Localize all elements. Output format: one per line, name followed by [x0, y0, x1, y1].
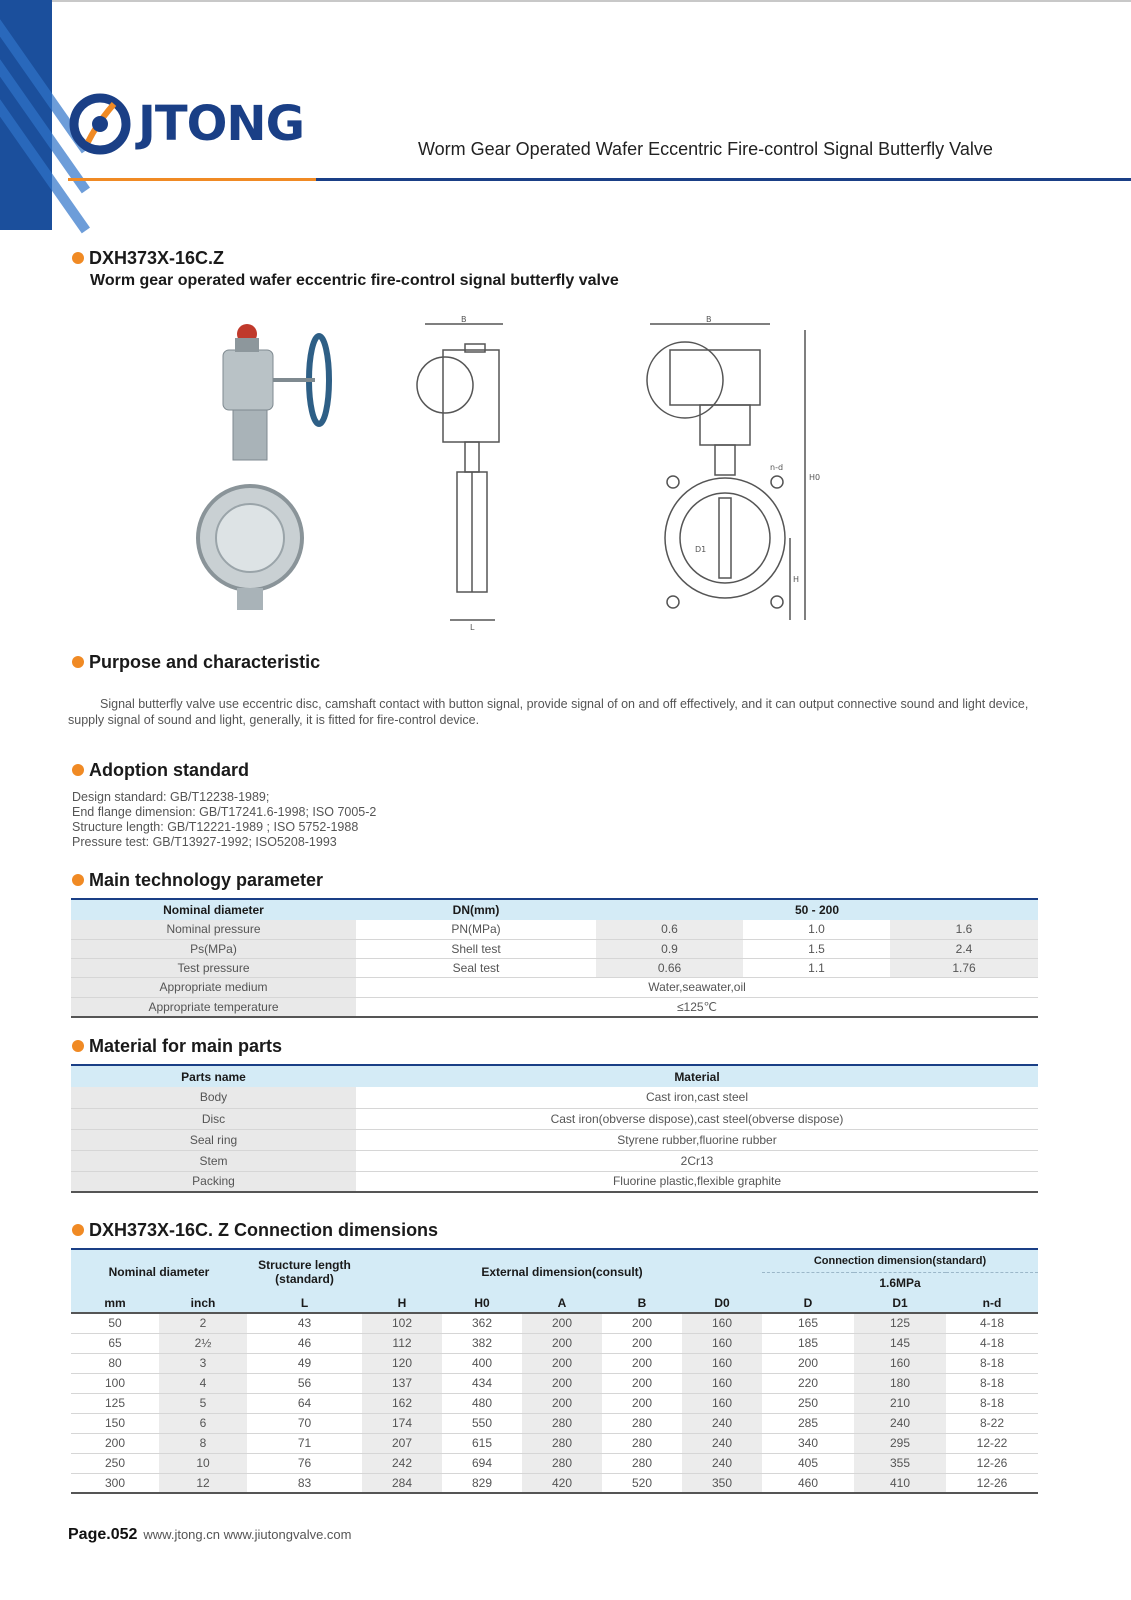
standard-line: Pressure test: GB/T13927-1992; ISO5208-1993 [72, 835, 337, 849]
table-cell: 210 [854, 1393, 946, 1413]
table-row [71, 1453, 1038, 1473]
table-row [71, 1353, 1038, 1373]
table-cell: 410 [854, 1473, 946, 1493]
brand-name: JTONG [138, 96, 304, 152]
table-row [71, 1413, 1038, 1433]
part-name-cell: Stem [71, 1150, 356, 1171]
part-name-cell: Body [71, 1087, 356, 1108]
table-cell: 207 [362, 1433, 442, 1453]
table-cell: 355 [854, 1453, 946, 1473]
bullet-icon [72, 874, 84, 886]
bullet-icon [72, 1040, 84, 1052]
table-row [71, 1129, 1038, 1150]
table-row [71, 1333, 1038, 1353]
dim-label-d1: D1 [695, 545, 707, 554]
table-cell: 71 [247, 1433, 362, 1453]
table-cell: 0.6 [596, 920, 743, 939]
params-table [71, 898, 1038, 1018]
table-cell: 2½ [159, 1333, 247, 1353]
table-cell: 56 [247, 1373, 362, 1393]
table-row [71, 1373, 1038, 1393]
table-cell: 102 [362, 1313, 442, 1333]
table-row [71, 1313, 1038, 1333]
table-cell: 280 [522, 1413, 602, 1433]
row-label: Ps(MPa) [71, 939, 356, 958]
table-cell: 12-26 [946, 1453, 1038, 1473]
table-cell: 829 [442, 1473, 522, 1493]
table-cell: 2.4 [890, 939, 1038, 958]
params-header-range: 50 - 200 [596, 899, 1038, 920]
table-cell: 285 [762, 1413, 854, 1433]
table-cell: 220 [762, 1373, 854, 1393]
table-cell: 1.76 [890, 958, 1038, 977]
column-header: mm [71, 1293, 159, 1313]
row-unit: PN(MPa) [356, 920, 596, 939]
materials-table [71, 1064, 1038, 1193]
column-header: inch [159, 1293, 247, 1313]
table-row [71, 920, 1038, 939]
material-cell: Cast iron,cast steel [356, 1087, 1038, 1108]
table-cell: 284 [362, 1473, 442, 1493]
valve-drawings [195, 315, 835, 640]
column-header: H0 [442, 1293, 522, 1313]
table-cell: 0.9 [596, 939, 743, 958]
table-cell: 70 [247, 1413, 362, 1433]
table-cell: 340 [762, 1433, 854, 1453]
column-header: D [762, 1293, 854, 1313]
table-cell: 145 [854, 1333, 946, 1353]
conn-header-nominal: Nominal diameter [71, 1249, 247, 1293]
table-cell: 83 [247, 1473, 362, 1493]
table-cell: 150 [71, 1413, 159, 1433]
conn-header-pressure: 1.6MPa [762, 1272, 1038, 1293]
table-cell: 4 [159, 1373, 247, 1393]
table-row [71, 1393, 1038, 1413]
table-row [71, 1150, 1038, 1171]
table-cell: 240 [854, 1413, 946, 1433]
table-cell: 3 [159, 1353, 247, 1373]
table-cell: 5 [159, 1393, 247, 1413]
column-header: D1 [854, 1293, 946, 1313]
table-cell: 295 [854, 1433, 946, 1453]
table-cell: 280 [522, 1433, 602, 1453]
table-cell: 280 [522, 1453, 602, 1473]
table-cell: 240 [682, 1413, 762, 1433]
table-cell: 200 [522, 1373, 602, 1393]
top-border [52, 0, 1131, 2]
row-label: Appropriate medium [71, 977, 356, 997]
table-cell: 1.0 [743, 920, 890, 939]
row-unit: Seal test [356, 958, 596, 977]
table-cell: 12 [159, 1473, 247, 1493]
column-header: A [522, 1293, 602, 1313]
brand-logo [68, 92, 304, 156]
side-view-drawing [417, 324, 503, 620]
document-title: Worm Gear Operated Wafer Eccentric Fire-control Signal Butterfly Valve [418, 139, 993, 159]
table-cell: 280 [602, 1453, 682, 1473]
table-cell: 64 [247, 1393, 362, 1413]
table-cell: 242 [362, 1453, 442, 1473]
material-cell: Cast iron(obverse dispose),cast steel(obverse dispose) [356, 1108, 1038, 1129]
bullet-icon [72, 252, 84, 264]
table-cell: 160 [682, 1393, 762, 1413]
table-cell: 46 [247, 1333, 362, 1353]
footer-urls: www.jtong.cn www.jiutongvalve.com [143, 1527, 352, 1542]
bullet-icon [72, 1224, 84, 1236]
dim-label-nd: n-d [770, 463, 784, 472]
table-cell: 8-22 [946, 1413, 1038, 1433]
materials-header-part: Parts name [71, 1065, 356, 1087]
part-name-cell: Packing [71, 1171, 356, 1192]
table-cell: 200 [602, 1313, 682, 1333]
table-cell: 200 [522, 1353, 602, 1373]
table-cell: 200 [522, 1393, 602, 1413]
standard-line: Structure length: GB/T12221-1989 ; ISO 5752-1988 [72, 820, 359, 834]
table-cell: 6 [159, 1413, 247, 1433]
table-cell: 8-18 [946, 1393, 1038, 1413]
bullet-icon [72, 656, 84, 668]
table-cell: 480 [442, 1393, 522, 1413]
table-row [71, 1171, 1038, 1192]
table-cell: 200 [522, 1333, 602, 1353]
row-unit: Shell test [356, 939, 596, 958]
dim-label-b-side: B [461, 315, 467, 324]
table-cell: 125 [854, 1313, 946, 1333]
table-cell: 160 [682, 1333, 762, 1353]
table-row [71, 1087, 1038, 1108]
table-cell: 280 [602, 1433, 682, 1453]
header-rule-orange [68, 178, 316, 181]
materials-header-material: Material [356, 1065, 1038, 1087]
adoption-heading: Adoption standard [72, 760, 249, 781]
table-cell: ≤125℃ [356, 997, 1038, 1017]
table-cell: 120 [362, 1353, 442, 1373]
table-cell: 8 [159, 1433, 247, 1453]
material-cell: 2Cr13 [356, 1150, 1038, 1171]
table-cell: 250 [71, 1453, 159, 1473]
part-name-cell: Seal ring [71, 1129, 356, 1150]
connection-table [71, 1248, 1038, 1494]
table-cell: 550 [442, 1413, 522, 1433]
corner-decoration [0, 0, 52, 230]
table-cell: 4-18 [946, 1333, 1038, 1353]
material-cell: Fluorine plastic,flexible graphite [356, 1171, 1038, 1192]
table-cell: 162 [362, 1393, 442, 1413]
table-cell: 8-18 [946, 1373, 1038, 1393]
table-cell: 43 [247, 1313, 362, 1333]
table-cell: 300 [71, 1473, 159, 1493]
table-cell: 76 [247, 1453, 362, 1473]
table-cell: 185 [762, 1333, 854, 1353]
table-row [71, 977, 1038, 997]
table-cell: 200 [522, 1313, 602, 1333]
column-header: H [362, 1293, 442, 1313]
footer [68, 1526, 351, 1544]
table-cell: 400 [442, 1353, 522, 1373]
table-row [71, 1108, 1038, 1129]
table-cell: 350 [682, 1473, 762, 1493]
column-header: D0 [682, 1293, 762, 1313]
standard-line: Design standard: GB/T12238-1989; [72, 790, 270, 804]
table-row [71, 997, 1038, 1017]
table-cell: 694 [442, 1453, 522, 1473]
materials-heading: Material for main parts [72, 1036, 282, 1057]
table-cell: 362 [442, 1313, 522, 1333]
connection-heading: DXH373X-16C. Z Connection dimensions [72, 1220, 438, 1241]
table-cell: 200 [602, 1373, 682, 1393]
dim-label-h: H [793, 575, 800, 584]
material-cell: Styrene rubber,fluorine rubber [356, 1129, 1038, 1150]
table-cell: 112 [362, 1333, 442, 1353]
table-cell: 1.6 [890, 920, 1038, 939]
column-header: n-d [946, 1293, 1038, 1313]
row-label: Nominal pressure [71, 920, 356, 939]
table-cell: 160 [682, 1373, 762, 1393]
page-number: Page.052 [68, 1526, 138, 1543]
table-row [71, 1433, 1038, 1453]
model-name: Worm gear operated wafer eccentric fire-control signal butterfly valve [90, 272, 619, 289]
table-cell: 1.5 [743, 939, 890, 958]
table-cell: 80 [71, 1353, 159, 1373]
table-cell: 65 [71, 1333, 159, 1353]
table-cell: 382 [442, 1333, 522, 1353]
table-cell: 460 [762, 1473, 854, 1493]
table-cell: 615 [442, 1433, 522, 1453]
table-cell: 0.66 [596, 958, 743, 977]
front-view-drawing [647, 324, 805, 620]
dim-label-h0: H0 [809, 473, 821, 482]
table-cell: 137 [362, 1373, 442, 1393]
column-header: L [247, 1293, 362, 1313]
table-cell: 180 [854, 1373, 946, 1393]
table-row [71, 939, 1038, 958]
params-header-nominal: Nominal diameter [71, 899, 356, 920]
table-cell: 200 [762, 1353, 854, 1373]
table-cell: 420 [522, 1473, 602, 1493]
table-cell: 250 [762, 1393, 854, 1413]
table-cell: 12-26 [946, 1473, 1038, 1493]
table-cell: 8-18 [946, 1353, 1038, 1373]
purpose-text: Signal butterfly valve use eccentric disc, camshaft contact with button signal, provide signal of on and off effectively, and it can output connective sound and light device, supply signal of sound and light, generally, it is fitted for fire-control device. [68, 697, 1029, 727]
row-label: Test pressure [71, 958, 356, 977]
table-cell: 160 [682, 1353, 762, 1373]
header-rule-blue [316, 178, 1131, 181]
purpose-heading: Purpose and characteristic [72, 652, 320, 673]
adoption-list [72, 790, 376, 850]
table-row [71, 958, 1038, 977]
table-cell: 520 [602, 1473, 682, 1493]
table-cell: 240 [682, 1453, 762, 1473]
model-code: DXH373X-16C.Z [72, 248, 224, 269]
valve-photo [198, 324, 329, 610]
table-cell: 4-18 [946, 1313, 1038, 1333]
conn-header-connection: Connection dimension(standard) [762, 1249, 1038, 1272]
table-cell: 10 [159, 1453, 247, 1473]
row-label: Appropriate temperature [71, 997, 356, 1017]
table-cell: 200 [602, 1393, 682, 1413]
table-row [71, 1473, 1038, 1493]
column-header: B [602, 1293, 682, 1313]
dim-label-b-front: B [706, 315, 712, 324]
table-cell: 434 [442, 1373, 522, 1393]
table-cell: 2 [159, 1313, 247, 1333]
table-cell: 125 [71, 1393, 159, 1413]
table-cell: 405 [762, 1453, 854, 1473]
jtong-logo-icon [68, 92, 132, 156]
table-cell: 280 [602, 1413, 682, 1433]
conn-header-structure: Structure length (standard) [247, 1249, 362, 1293]
table-cell: 240 [682, 1433, 762, 1453]
part-name-cell: Disc [71, 1108, 356, 1129]
conn-column-header-row [71, 1293, 1038, 1313]
table-cell: 100 [71, 1373, 159, 1393]
dim-label-l: L [470, 623, 475, 632]
table-cell: 1.1 [743, 958, 890, 977]
params-heading: Main technology parameter [72, 870, 323, 891]
table-cell: 200 [602, 1333, 682, 1353]
table-cell: 50 [71, 1313, 159, 1333]
table-cell: 12-22 [946, 1433, 1038, 1453]
conn-header-external: External dimension(consult) [362, 1249, 762, 1293]
standard-line: End flange dimension: GB/T17241.6-1998; ISO 7005-2 [72, 805, 377, 819]
table-cell: 174 [362, 1413, 442, 1433]
table-cell: Water,seawater,oil [356, 977, 1038, 997]
table-cell: 165 [762, 1313, 854, 1333]
table-cell: 200 [71, 1433, 159, 1453]
table-cell: 160 [682, 1313, 762, 1333]
params-header-dn: DN(mm) [356, 899, 596, 920]
bullet-icon [72, 764, 84, 776]
table-cell: 200 [602, 1353, 682, 1373]
table-cell: 49 [247, 1353, 362, 1373]
table-cell: 160 [854, 1353, 946, 1373]
